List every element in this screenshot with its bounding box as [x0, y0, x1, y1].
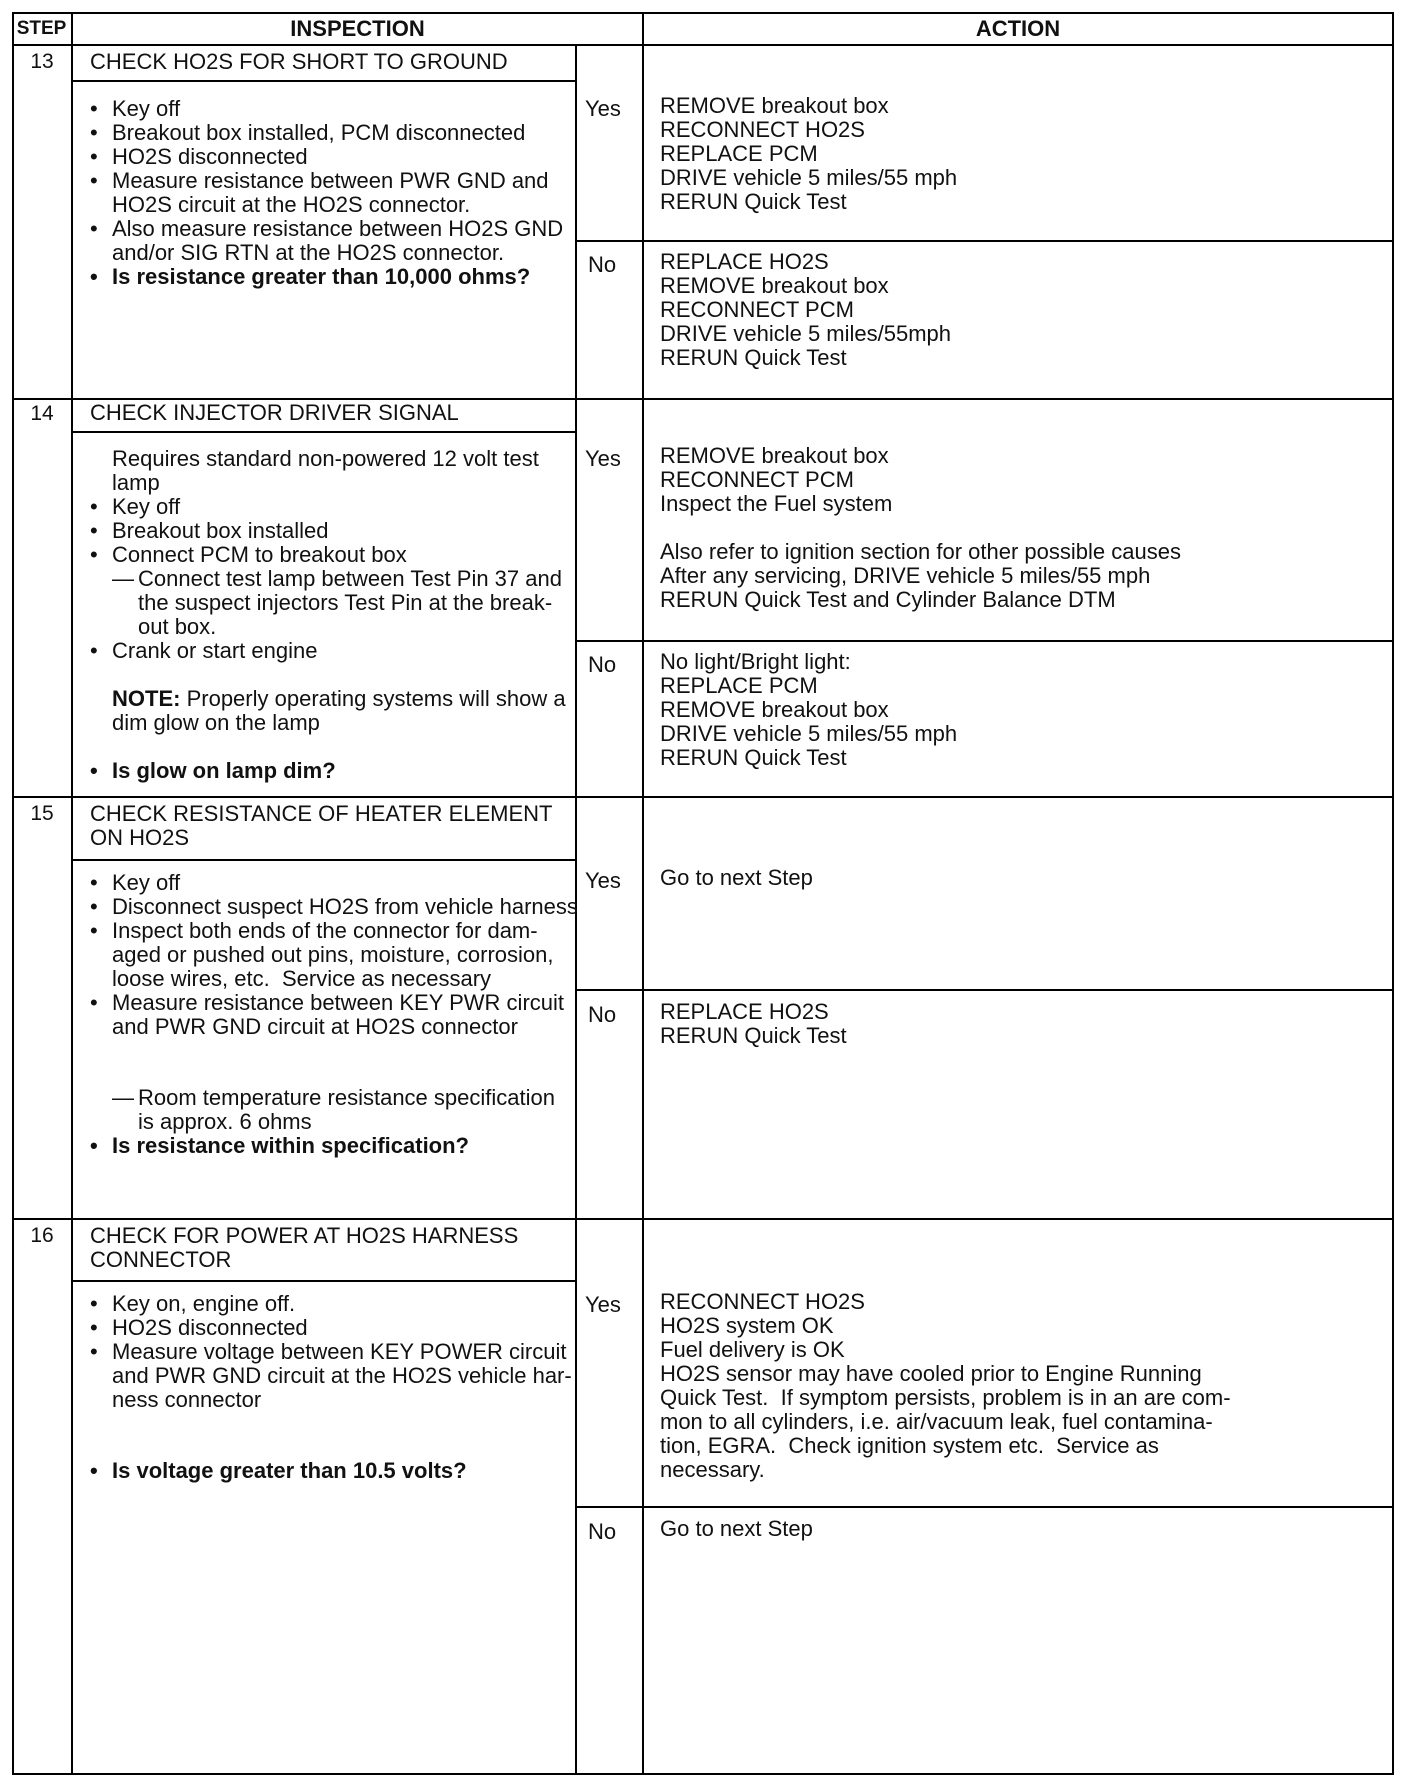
- no-label: No: [588, 1519, 617, 1544]
- action-line: HO2S system OK: [660, 1313, 834, 1338]
- action-line: RERUN Quick Test: [660, 1023, 847, 1048]
- item-text: Inspect both ends of the connector for dam-: [112, 918, 538, 943]
- action-line: Fuel delivery is OK: [660, 1337, 845, 1362]
- title-underline-14: [71, 431, 577, 433]
- item-text: Key on, engine off.: [112, 1291, 296, 1316]
- note-text: dim glow on the lamp: [112, 710, 320, 735]
- item-text: Breakout box installed: [112, 518, 329, 543]
- bullet-marker: •: [90, 870, 98, 895]
- item-text: Room temperature resistance specification: [138, 1085, 555, 1110]
- action-line: After any servicing, DRIVE vehicle 5 miles/55 mph: [660, 563, 1151, 588]
- step-title: CHECK INJECTOR DRIVER SIGNAL: [90, 400, 459, 425]
- action-line: RERUN Quick Test: [660, 345, 847, 370]
- action-line: Quick Test. If symptom persists, problem is in an are com-: [660, 1385, 1231, 1410]
- step-number: 13: [30, 50, 54, 73]
- item-text: Key off: [112, 96, 181, 121]
- step-title: CHECK RESISTANCE OF HEATER ELEMENT: [90, 801, 553, 826]
- diagnostic-table: [12, 12, 1394, 1775]
- action-line: RECONNECT PCM: [660, 297, 854, 322]
- yes-label: Yes: [585, 96, 621, 121]
- step-title: CHECK HO2S FOR SHORT TO GROUND: [90, 49, 508, 74]
- bullet-marker: •: [90, 1339, 98, 1364]
- title-underline-15: [71, 859, 577, 861]
- bullet-marker: •: [90, 144, 98, 169]
- table-border-bottom: [12, 1773, 1394, 1775]
- action-line: RERUN Quick Test: [660, 745, 847, 770]
- question-text: Is resistance greater than 10,000 ohms?: [112, 264, 531, 289]
- action-line: REPLACE PCM: [660, 673, 818, 698]
- item-text: and/or SIG RTN at the HO2S connector.: [112, 240, 505, 265]
- action-line: REMOVE breakout box: [660, 93, 889, 118]
- item-text: HO2S disconnected: [112, 1315, 308, 1340]
- no-label: No: [588, 252, 617, 277]
- inspection-header: INSPECTION: [290, 16, 425, 41]
- item-text: Disconnect suspect HO2S from vehicle harness: [112, 894, 578, 919]
- bullet-marker: •: [90, 264, 98, 289]
- bullet-marker: •: [90, 518, 98, 543]
- item-text: ness connector: [112, 1387, 262, 1412]
- item-text: HO2S disconnected: [112, 144, 308, 169]
- action-line: REMOVE breakout box: [660, 443, 889, 468]
- question-text: Is resistance within specification?: [112, 1133, 469, 1158]
- yes-label: Yes: [585, 446, 621, 471]
- action-line: REMOVE breakout box: [660, 697, 889, 722]
- item-text: and PWR GND circuit at the HO2S vehicle har-: [112, 1363, 572, 1388]
- step-number: 14: [30, 402, 54, 425]
- note-text: Properly operating systems will show a: [186, 686, 566, 711]
- step-column-divider: [71, 12, 73, 1775]
- dash-marker: —: [112, 566, 134, 591]
- step-number: 15: [30, 802, 54, 825]
- item-text: Crank or start engine: [112, 638, 318, 663]
- yes-label: Yes: [585, 868, 621, 893]
- dash-marker: —: [112, 1085, 134, 1110]
- action-line: RECONNECT HO2S: [660, 1289, 865, 1314]
- bullet-marker: •: [90, 168, 98, 193]
- action-line: mon to all cylinders, i.e. air/vacuum leak, fuel contamina-: [660, 1409, 1213, 1434]
- bullet-marker: •: [90, 1291, 98, 1316]
- item-text: Connect PCM to breakout box: [112, 542, 407, 567]
- action-line: DRIVE vehicle 5 miles/55 mph: [660, 721, 958, 746]
- bullet-marker: •: [90, 1458, 98, 1483]
- item-text: Connect test lamp between Test Pin 37 and: [138, 566, 562, 591]
- action-line: HO2S sensor may have cooled prior to Engine Running: [660, 1361, 1202, 1386]
- item-text: the suspect injectors Test Pin at the break-: [138, 590, 553, 615]
- action-line: Go to next Step: [660, 865, 813, 890]
- step-divider-15: [12, 796, 1394, 798]
- step-divider-16: [12, 1218, 1394, 1220]
- action-line: RECONNECT HO2S: [660, 117, 865, 142]
- yes-no-divider-15: [575, 989, 1394, 991]
- bullet-marker: •: [90, 494, 98, 519]
- intro-text: lamp: [112, 470, 160, 495]
- header-divider: [12, 44, 1394, 46]
- yes-no-divider-13: [575, 240, 1394, 242]
- table-border-left: [12, 12, 14, 1775]
- item-text: aged or pushed out pins, moisture, corrosion,: [112, 942, 554, 967]
- action-line: Inspect the Fuel system: [660, 491, 893, 516]
- action-line: RERUN Quick Test: [660, 189, 847, 214]
- item-text: Measure resistance between PWR GND and: [112, 168, 549, 193]
- action-line: No light/Bright light:: [660, 649, 851, 674]
- bullet-marker: •: [90, 216, 98, 241]
- item-text: Breakout box installed, PCM disconnected: [112, 120, 526, 145]
- yes-no-divider-16: [575, 1506, 1394, 1508]
- item-text: Key off: [112, 494, 181, 519]
- action-column-divider: [642, 12, 644, 1775]
- bullet-marker: •: [90, 758, 98, 783]
- item-text: HO2S circuit at the HO2S connector.: [112, 192, 471, 217]
- step-title: ON HO2S: [90, 825, 190, 850]
- item-text: Key off: [112, 870, 181, 895]
- item-text: out box.: [138, 614, 217, 639]
- intro-text: Requires standard non-powered 12 volt test: [112, 446, 539, 471]
- action-line: DRIVE vehicle 5 miles/55 mph: [660, 165, 958, 190]
- action-line: Also refer to ignition section for other possible causes: [660, 539, 1181, 564]
- action-line: REPLACE HO2S: [660, 999, 829, 1024]
- bullet-marker: •: [90, 894, 98, 919]
- bullet-marker: •: [90, 918, 98, 943]
- item-text: Measure voltage between KEY POWER circuit: [112, 1339, 567, 1364]
- bullet-marker: •: [90, 638, 98, 663]
- yes-label: Yes: [585, 1292, 621, 1317]
- bullet-marker: •: [90, 542, 98, 567]
- action-line: REPLACE HO2S: [660, 249, 829, 274]
- action-line: Go to next Step: [660, 1516, 813, 1541]
- action-line: necessary.: [660, 1457, 765, 1482]
- question-text: Is glow on lamp dim?: [112, 758, 336, 783]
- bullet-marker: •: [90, 120, 98, 145]
- bullet-marker: •: [90, 96, 98, 121]
- step-number: 16: [30, 1224, 54, 1247]
- step-header: STEP: [16, 18, 67, 39]
- bullet-marker: •: [90, 1315, 98, 1340]
- item-text: and PWR GND circuit at HO2S connector: [112, 1014, 518, 1039]
- title-underline-16: [71, 1280, 577, 1282]
- action-line: REMOVE breakout box: [660, 273, 889, 298]
- no-label: No: [588, 652, 617, 677]
- action-line: REPLACE PCM: [660, 141, 818, 166]
- yes-no-divider-14: [575, 640, 1394, 642]
- note-label: NOTE:: [112, 686, 181, 711]
- step-title: CONNECTOR: [90, 1247, 232, 1272]
- item-text: loose wires, etc. Service as necessary: [112, 966, 492, 991]
- table-border-right: [1392, 12, 1394, 1775]
- step-title: CHECK FOR POWER AT HO2S HARNESS: [90, 1223, 519, 1248]
- item-text: Measure resistance between KEY PWR circuit: [112, 990, 564, 1015]
- bullet-marker: •: [90, 990, 98, 1015]
- item-text: is approx. 6 ohms: [138, 1109, 312, 1134]
- action-line: RECONNECT PCM: [660, 467, 854, 492]
- action-header: ACTION: [975, 16, 1061, 41]
- bullet-marker: •: [90, 1133, 98, 1158]
- question-text: Is voltage greater than 10.5 volts?: [112, 1458, 467, 1483]
- no-label: No: [588, 1002, 617, 1027]
- title-underline-13: [71, 80, 577, 82]
- item-text: Also measure resistance between HO2S GND: [112, 216, 564, 241]
- action-line: RERUN Quick Test and Cylinder Balance DTM: [660, 587, 1116, 612]
- action-line: tion, EGRA. Check ignition system etc. Service as: [660, 1433, 1159, 1458]
- action-line: DRIVE vehicle 5 miles/55mph: [660, 321, 952, 346]
